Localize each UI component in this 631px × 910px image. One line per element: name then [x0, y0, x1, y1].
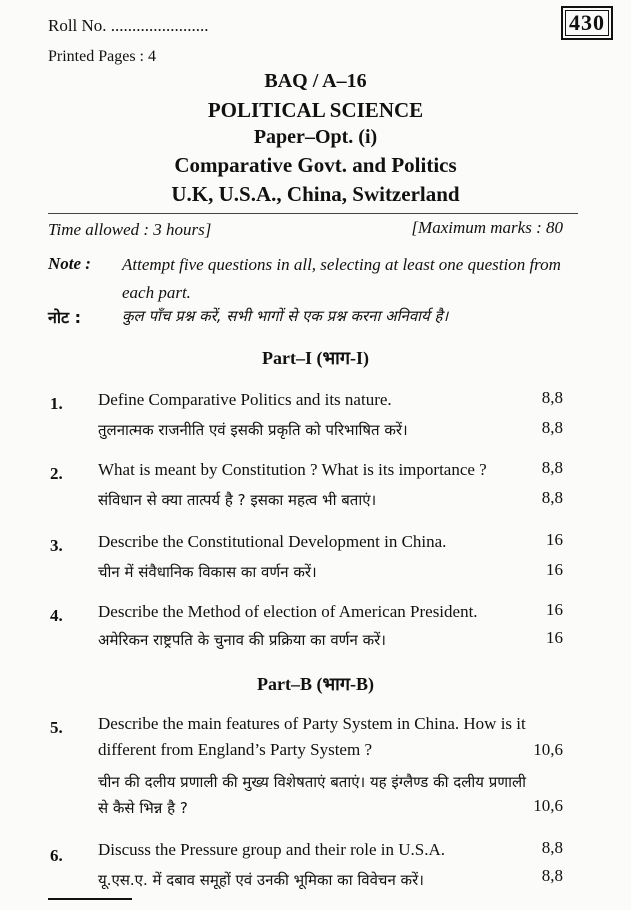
question-marks-hindi: 8,8 — [541, 418, 563, 437]
course-title: Comparative Govt. and Politics — [174, 153, 457, 177]
question-text-hindi: से कैसे भिन्न है ? — [98, 799, 188, 817]
question-marks: 8,8 — [541, 458, 563, 477]
question-marks-hindi: 10,6 — [533, 796, 563, 815]
footer-rule — [48, 898, 132, 900]
exam-code: BAQ / A–16 — [264, 70, 367, 92]
question-text: different from England’s Party System ? — [98, 740, 372, 759]
question-text: Describe the Method of election of American President. — [98, 602, 478, 621]
question-number: 4. — [50, 606, 63, 625]
printed-pages: Printed Pages : 4 — [48, 48, 156, 65]
question-marks: 16 — [546, 600, 563, 619]
question-text-hindi: चीन की दलीय प्रणाली की मुख्य विशेषताएं बताएं। यह इंग्लैण्ड की दलीय प्रणाली — [98, 773, 527, 791]
question-text: Describe the main features of Party System in China. How is it — [98, 714, 526, 733]
question-marks-hindi: 8,8 — [541, 488, 563, 507]
note-label-hindi: नोट : — [48, 308, 82, 327]
question-text: What is meant by Constitution ? What is its importance ? — [98, 460, 487, 479]
question-number: 5. — [50, 718, 63, 737]
question-text-hindi: अमेरिकन राष्ट्रपति के चुनाव की प्रक्रिया का वर्णन करें। — [98, 631, 386, 649]
part-b-heading: Part–B (भाग-B) — [257, 674, 374, 694]
paper-code-box: 430 — [561, 6, 613, 40]
countries-title: U.K, U.S.A., China, Switzerland — [171, 182, 460, 206]
question-marks-hindi: 16 — [546, 628, 563, 647]
roll-number-field: Roll No. ....................... — [48, 16, 209, 35]
note-text-hindi: कुल पाँच प्रश्न करें, सभी भागों से एक प्रश्न करना अनिवार्य है। — [122, 307, 449, 325]
question-marks-hindi: 8,8 — [541, 866, 563, 885]
note-label: Note : — [48, 254, 91, 273]
question-text: Define Comparative Politics and its nature. — [98, 390, 392, 409]
question-marks: 8,8 — [541, 388, 563, 407]
question-number: 6. — [50, 846, 63, 865]
question-marks-hindi: 16 — [546, 560, 563, 579]
paper-title: Paper–Opt. (i) — [253, 126, 378, 148]
subject-title: POLITICAL SCIENCE — [207, 98, 424, 122]
question-text-hindi: चीन में संवैधानिक विकास का वर्णन करें। — [98, 563, 317, 581]
time-allowed: Time allowed : 3 hours] — [48, 220, 212, 239]
question-marks: 10,6 — [533, 740, 563, 759]
question-text-hindi: यू.एस.ए. में दबाव समूहों एवं उनकी भूमिका का विवेचन करें। — [98, 871, 424, 889]
question-number: 1. — [50, 394, 63, 413]
header-divider — [48, 213, 578, 214]
question-text-hindi: तुलनात्मक राजनीति एवं इसकी प्रकृति को परिभाषित करें। — [98, 421, 408, 439]
question-marks: 16 — [546, 530, 563, 549]
question-number: 3. — [50, 536, 63, 555]
part-1-heading: Part–I (भाग-I) — [262, 348, 369, 368]
maximum-marks: [Maximum marks : 80 — [411, 218, 563, 237]
question-text-hindi: संविधान से क्या तात्पर्य है ? इसका महत्व भी बताएं। — [98, 491, 377, 509]
note-text: Attempt five questions in all, selecting at least one question from each part. — [122, 255, 561, 302]
question-text: Describe the Constitutional Development in China. — [98, 532, 447, 551]
question-marks: 8,8 — [541, 838, 563, 857]
question-number: 2. — [50, 464, 63, 483]
question-text: Discuss the Pressure group and their role in U.S.A. — [98, 840, 446, 859]
